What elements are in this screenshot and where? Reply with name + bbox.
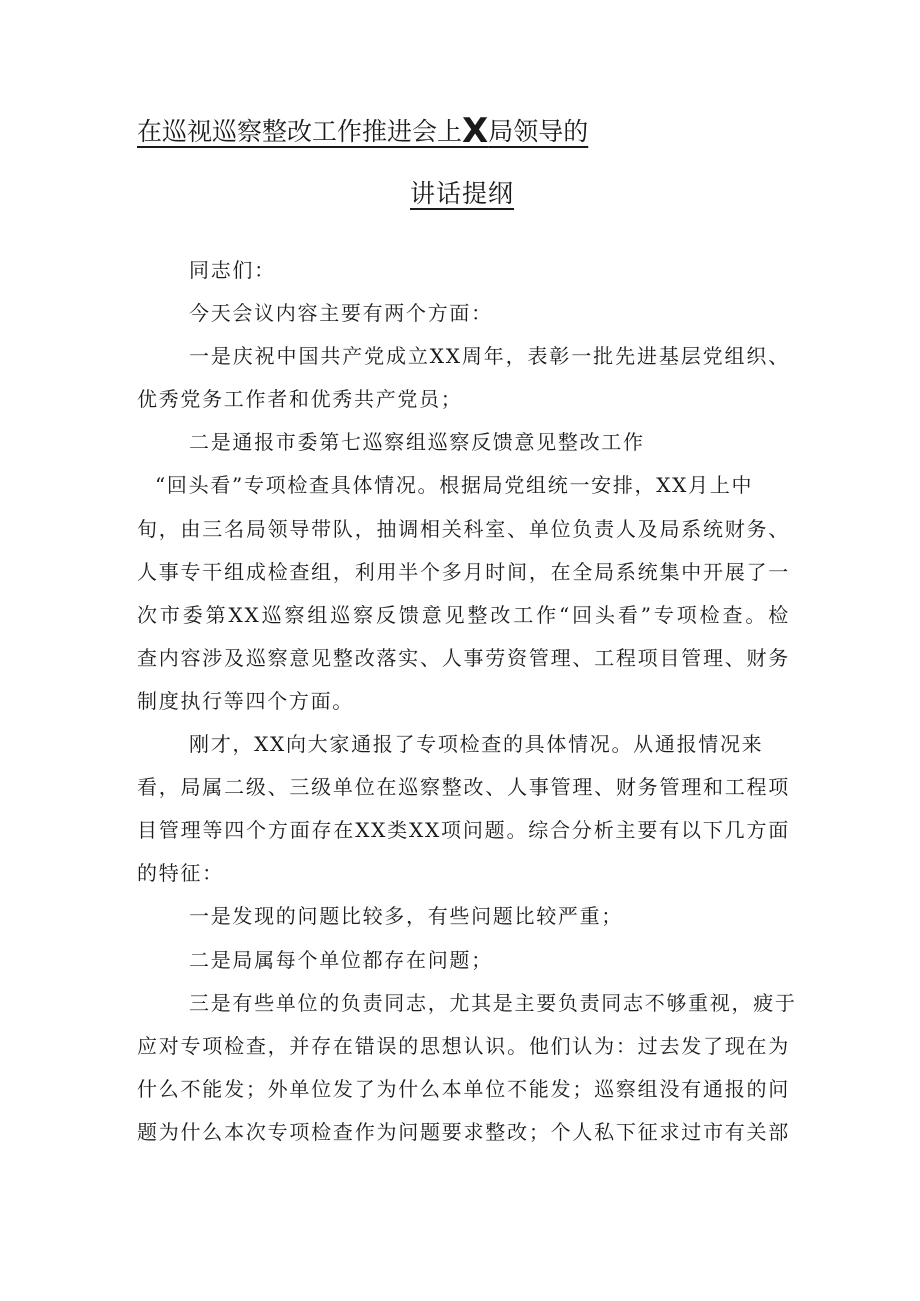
- title-text-before: 在巡视巡察整改工作推进会上: [137, 117, 463, 146]
- body-line: 应对专项检查，并存在错误的思想认识。他们认为：过去发了现在为: [137, 1033, 790, 1058]
- body-line: 今天会议内容主要有两个方面：: [189, 301, 493, 326]
- body-line: 刚才，XX向大家通报了专项检查的具体情况。从通报情况来: [189, 732, 764, 757]
- body-line: 三是有些单位的负责同志，尤其是主要负责同志不够重视，疲于: [189, 990, 797, 1015]
- body-line: 看，局属二级、三级单位在巡察整改、人事管理、财务管理和工程项: [137, 775, 790, 800]
- title-bureau-x: X: [462, 111, 489, 151]
- body-line: “回头看”专项检查具体情况。根据局党组统一安排，XX月上中: [155, 473, 754, 498]
- body-line: 的特征：: [137, 861, 224, 886]
- body-line: 一是发现的问题比较多，有些问题比较严重；: [189, 904, 623, 929]
- body-line: 查内容涉及巡察意见整改落实、人事劳资管理、工程项目管理、财务: [137, 645, 790, 670]
- body-line: 二是局属每个单位都存在问题；: [189, 947, 493, 972]
- body-line: 人事专干组成检查组，利用半个多月时间，在全局系统集中开展了一: [137, 559, 790, 584]
- body-line: 旬，由三名局领导带队，抽调相关科室、单位负责人及局系统财务、: [137, 516, 790, 541]
- document-title-line-2: 讲话提纲: [410, 179, 515, 208]
- body-line: 优秀党务工作者和优秀共产党员；: [137, 387, 463, 412]
- body-line: 次市委第XX巡察组巡察反馈意见整改工作“回头看”专项检查。检: [137, 602, 790, 627]
- body-line: 制度执行等四个方面。: [137, 688, 354, 713]
- document-body: [137, 249, 797, 1154]
- body-line: 目管理等四个方面存在XX类XX项问题。综合分析主要有以下几方面: [137, 818, 790, 843]
- greeting-line: 同志们：: [189, 258, 276, 282]
- title-text-after: 局领导的: [488, 117, 589, 146]
- body-line: 一是庆祝中国共产党成立XX周年，表彰一批先进基层党组织、: [189, 344, 790, 369]
- document-title-line-1: [137, 111, 589, 151]
- body-line: 题为什么本次专项检查作为问题要求整改；个人私下征求过市有关部: [137, 1119, 790, 1144]
- body-line: 什么不能发；外单位发了为什么本单位不能发；巡察组没有通报的问: [137, 1076, 790, 1101]
- body-line: 二是通报市委第七巡察组巡察反馈意见整改工作: [189, 430, 645, 455]
